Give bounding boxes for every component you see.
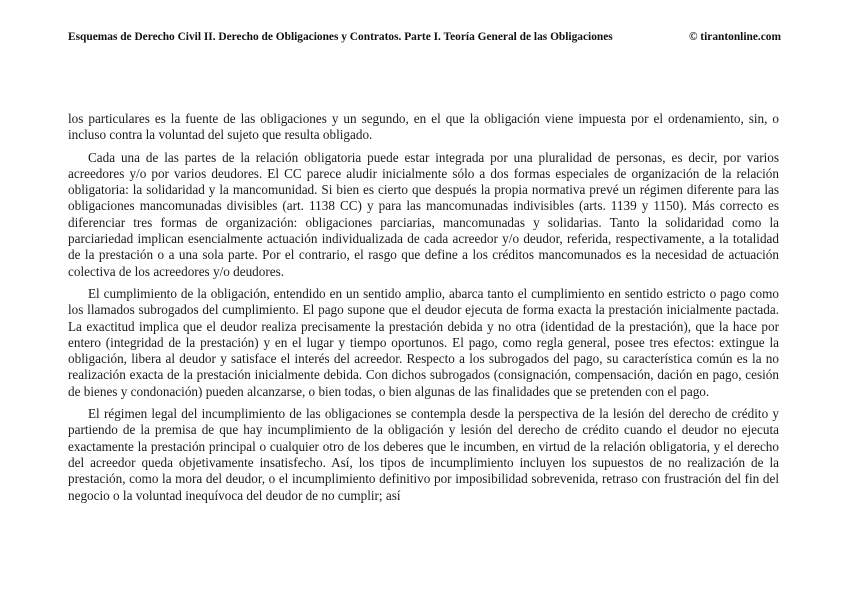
paragraph: los particulares es la fuente de las obligaciones y un segundo, en el que la obligación viene impuesta por el ordenamiento, sin, o incluso contra la voluntad del sujeto que resulta obligado. [68,111,779,143]
body-text [68,111,779,510]
paragraph: Cada una de las partes de la relación obligatoria puede estar integrada por una pluralidad de personas, es decir, por varios acreedores y/o por varios deudores. El CC parece aludir inicialmente sólo a dos formas especiales de organización de la relación obligatoria: la solidaridad y la mancomunidad. Si bien es cierto que después la propia normativa prevé un régimen diferente para las obligaciones mancomunadas divisibles (art. 1138 CC) y para las mancomunadas indivisibles (arts. 1139 y 1150). Más correcto es diferenciar tres formas de organización: obligaciones parciarias, mancomunadas y solidarias. Tanto la solidaridad como la parciariedad implican esencialmente actuación individualizada de cada acreedor y/o deudor, referida, respectivamente, a la totalidad de la prestación o a una sola parte. Por el contrario, el rasgo que define a los créditos mancomunados es la necesidad de actuación colectiva de los acreedores y/o deudores. [68,149,779,279]
header-title: Esquemas de Derecho Civil II. Derecho de Obligaciones y Contratos. Parte I. Teoría General de las Obligaciones [68,31,613,43]
paragraph: El cumplimiento de la obligación, entendido en un sentido amplio, abarca tanto el cumplimiento en sentido estricto o pago como los llamados subrogados del cumplimiento. El pago supone que el deudor ejecuta de forma exacta la prestación inicialmente pactada. La exactitud implica que el deudor realiza precisamente la prestación debida y no otra (identidad de la prestación), que la hace por entero (integridad de la prestación) y en el lugar y tiempo oportunos. El pago, como regla general, posee tres efectos: extingue la obligación, libera al deudor y satisface el interés del acreedor. Respecto a los subrogados del pago, su característica común es la no realización exacta de la prestación inicialmente debida. Con dichos subrogados (consignación, compensación, dación en pago, cesión de bienes y condonación) pueden alcanzarse, o bien todas, o bien algunas de las finalidades que se pretenden con el pago. [68,285,779,399]
header-site: © tirantonline.com [688,31,781,43]
running-header [68,31,781,47]
paragraph: El régimen legal del incumplimiento de las obligaciones se contempla desde la perspectiva de la lesión del derecho de crédito y partiendo de la premisa de que hay incumplimiento de la obligación y lesión del derecho de crédito cuando el deudor no ejecuta exactamente la prestación principal o cualquier otro de los deberes que le incumben, en virtud de la relación obligatoria, y el derecho del acreedor queda objetivamente insatisfecho. Así, los tipos de incumplimiento incluyen los supuestos de no realización de la prestación, como la mora del deudor, o el incumplimiento definitivo por imposibilidad sobrevenida, retraso con frustración del fin del negocio o la voluntad inequívoca del deudor de no cumplir; así [68,406,779,503]
